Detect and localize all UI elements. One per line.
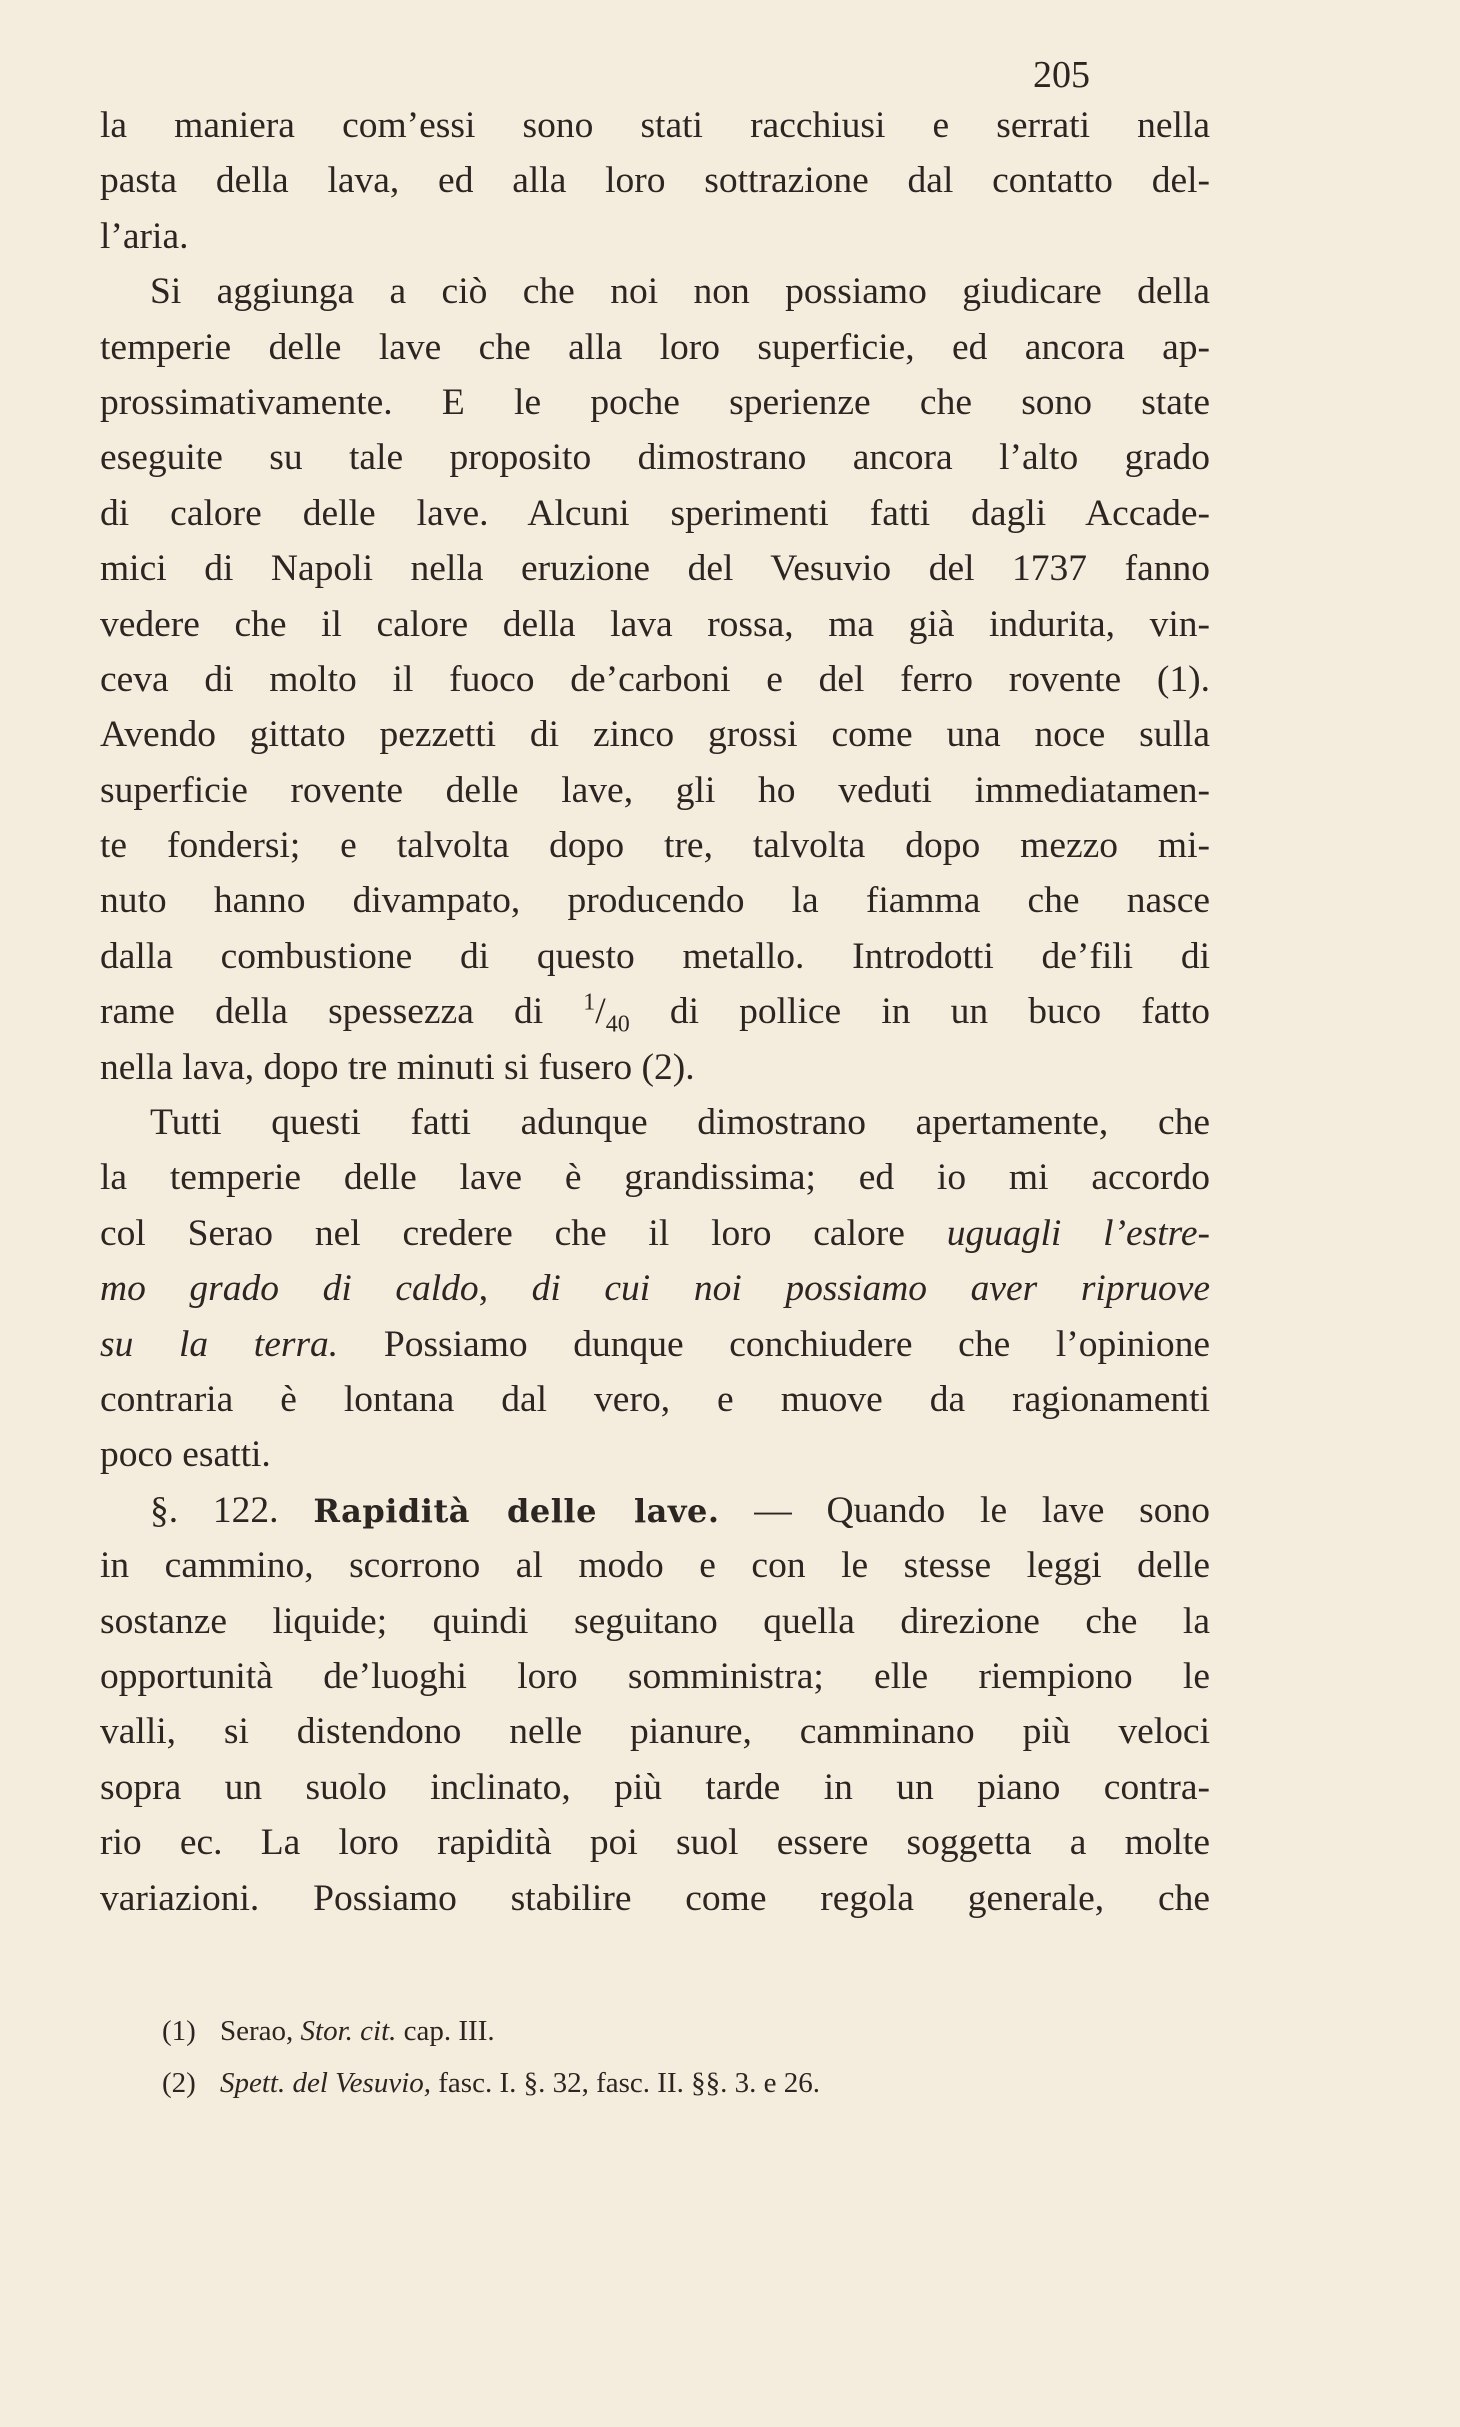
footnote — [162, 2057, 1202, 2109]
text-run: col Serao nel credere che il loro calore — [100, 1212, 947, 1254]
text-line — [100, 1095, 1210, 1150]
footnote — [162, 2005, 1202, 2057]
fraction-denominator: 40 — [605, 1011, 630, 1038]
text-line — [100, 1040, 1210, 1095]
text-run: ceva di molto il fuoco de’carboni e del ferro rovente (1). — [100, 658, 1210, 700]
text-run: rio ec. La loro rapidità poi suol essere soggetta a molte — [100, 1822, 1210, 1864]
text-run: opportunità de’luoghi loro somministra; elle riempiono le — [100, 1655, 1210, 1697]
text-run: l’aria. — [100, 215, 189, 257]
footnotes — [162, 2005, 1202, 2109]
text-run: Tutti questi fatti adunque dimostrano apertamente, che — [150, 1102, 1210, 1144]
text-run: variazioni. Possiamo stabilire come regola generale, che — [100, 1877, 1210, 1919]
text-line — [100, 597, 1210, 652]
text-run: Possiamo dunque conchiudere che l’opinione — [338, 1323, 1210, 1365]
text-line — [100, 1206, 1210, 1261]
text-run: sopra un suolo inclinato, più tarde in un piano contra- — [100, 1766, 1210, 1808]
text-run: di calore delle lave. Alcuni sperimenti fatti dagli Accade- — [100, 492, 1210, 534]
text-line — [100, 1427, 1210, 1482]
text-run: te fondersi; e talvolta dopo tre, talvolta dopo mezzo mi- — [100, 825, 1210, 867]
text-line — [100, 652, 1210, 707]
text-line — [100, 320, 1210, 375]
text-line — [100, 1704, 1210, 1759]
text-line — [100, 98, 1210, 153]
text-line — [100, 707, 1210, 762]
text-run: pasta della lava, ed alla loro sottrazione dal contatto del- — [100, 160, 1210, 202]
footnote-number: (1) — [162, 2015, 196, 2047]
text-line — [100, 1815, 1210, 1870]
italic-run: Stor. cit. — [300, 2015, 397, 2047]
italic-run: Spett. del Vesuvio, — [220, 2067, 432, 2099]
text-line — [100, 929, 1210, 984]
text-run: eseguite su tale proposito dimostrano ancora l’alto grado — [100, 437, 1210, 479]
body-text — [100, 98, 1210, 1926]
text-run: — Quando le lave sono — [719, 1489, 1210, 1531]
text-run: la maniera com’essi sono stati racchiusi e serrati nella — [100, 105, 1210, 146]
text-run: / — [595, 991, 606, 1033]
section-heading-line — [100, 1483, 1210, 1538]
text-run: mici di Napoli nella eruzione del Vesuvio del 1737 fanno — [100, 548, 1210, 590]
text-run: temperie delle lave che alla loro superficie, ed ancora ap- — [100, 326, 1210, 368]
text-run: Si aggiunga a ciò che noi non possiamo giudicare della — [150, 271, 1210, 313]
section-title: Rapidità delle lave. — [313, 1491, 720, 1530]
text-line — [100, 763, 1210, 818]
text-run: di pollice in un buco fatto — [629, 991, 1210, 1033]
text-run: sostanze liquide; quindi seguitano quella direzione che la — [100, 1600, 1210, 1642]
text-line — [100, 375, 1210, 430]
text-run: fasc. I. §. 32, fasc. II. §§. 3. e 26. — [431, 2067, 820, 2099]
text-line — [100, 486, 1210, 541]
text-run: poco esatti. — [100, 1434, 271, 1476]
text-line — [100, 1261, 1210, 1316]
page-number: 205 — [1033, 54, 1090, 96]
text-line — [100, 1649, 1210, 1704]
text-line — [100, 818, 1210, 873]
text-line — [100, 541, 1210, 596]
text-run: valli, si distendono nelle pianure, camminano più veloci — [100, 1711, 1210, 1753]
text-line — [100, 1538, 1210, 1593]
text-run: , — [478, 1268, 532, 1310]
text-line — [100, 153, 1210, 208]
text-line — [100, 209, 1210, 264]
text-run: §. 122. — [150, 1489, 314, 1531]
text-run: rame della spessezza di — [100, 991, 584, 1033]
italic-run: di cui noi possiamo aver ripruove — [531, 1268, 1210, 1310]
text-run: Avendo gittato pezzetti di zinco grossi come una noce sulla — [100, 714, 1210, 756]
text-run: dalla combustione di questo metallo. Introdotti de’fili di — [100, 935, 1210, 977]
text-run: cap. III. — [396, 2015, 495, 2047]
text-run: Serao, — [220, 2015, 301, 2047]
text-line — [100, 1317, 1210, 1372]
text-run: nuto hanno divampato, producendo la fiamma che nasce — [100, 880, 1210, 922]
text-run: vedere che il calore della lava rossa, ma già indurita, vin- — [100, 603, 1210, 645]
text-run: prossimativamente. E le poche sperienze che sono state — [100, 381, 1210, 423]
text-line — [100, 1594, 1210, 1649]
italic-run: uguagli l’estre- — [946, 1212, 1211, 1254]
footnote-number: (2) — [162, 2067, 196, 2099]
text-line — [100, 264, 1210, 319]
text-line — [100, 873, 1210, 928]
text-run: la temperie delle lave è grandissima; ed io mi accordo — [100, 1157, 1210, 1199]
text-line — [100, 1871, 1210, 1926]
text-line — [100, 1760, 1210, 1815]
text-line — [100, 1150, 1210, 1205]
text-line — [100, 1372, 1210, 1427]
text-run: nella lava, dopo tre minuti si fusero (2). — [100, 1046, 695, 1088]
italic-run: su la terra. — [100, 1323, 339, 1365]
italic-run: mo grado di caldo — [100, 1268, 479, 1310]
text-line — [100, 984, 1210, 1039]
text-run: contraria è lontana dal vero, e muove da ragionamenti — [100, 1378, 1210, 1420]
fraction-numerator: 1 — [583, 989, 596, 1016]
text-line — [100, 430, 1210, 485]
text-run: superficie rovente delle lave, gli ho veduti immediatamen- — [100, 769, 1210, 811]
text-run: in cammino, scorrono al modo e con le stesse leggi delle — [100, 1545, 1210, 1587]
